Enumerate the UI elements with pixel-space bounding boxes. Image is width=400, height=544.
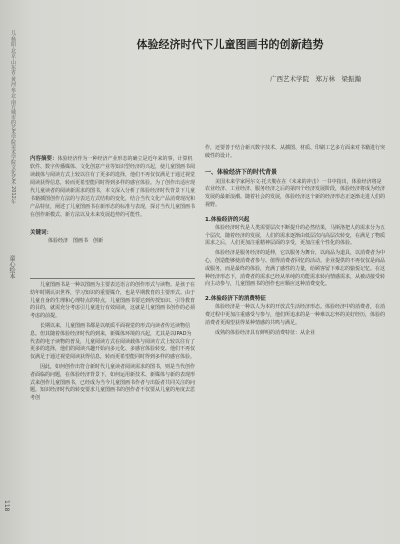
abstract [30, 155, 195, 219]
right-column [205, 145, 385, 339]
article-title: 体验经济时代下儿童图画书的创新趋势 [136, 38, 324, 51]
margin-header-strip: 儿·杨阳·北京·山东省·黄河·华北·南方城市的艺术学院美术学院文化艺术 2012年 [10, 30, 16, 204]
body-paragraph: 因此，如何创作出符合新时代儿童读者阅读需求的图书，则是当代创作者面临的问题，在体验经济背景下，如何运用新技术、新媒体与新的表现形式来创作儿童图画书，已经成为当今儿童图画书作者与出版者共同关注的问题。知识经济时代的转变要求儿童图画书的创作者不仅要从儿童的角度去思考创 [30, 363, 196, 402]
body-paragraph: 美国未来学家阿尔文·托夫勒在在《未来的冲击》一书中指出，体验经济将是农业经济、工业经济、服务经济之后的第四个经济发展阶段，体验经济将成为经济发展的最新浪潮。随着社会的发展，体验经济这个新的经济形态正逐渐走进人们的视野。 [205, 178, 386, 208]
body-paragraph: 体验经济时代是人类需要层次不断提升的必然结果，马斯洛把人的需求分为五个层次，随着经济的发展，人们的需求逐渐由低层次向高层次转变，在满足了物质需求之后，人们更加注重精神层面的享受，更加注重个性化的体验。 [205, 224, 386, 247]
body-paragraph: 长期以来，儿童图画书都是以纸质平面视觉的形式向读者传达读物信息。但其随着体验经济时代的到来，新媒体环境的兴起，尤其是以IPAD为代表的电子读物的普及，儿童阅读方式在阅读载体与阅读方式上较以往有了更多的选择，他们的阅读兴趣开始向多元化、多感官体验转变。他们不再仅仅满足于通过视觉阅读获得信息，转而更希望能同时得到多样的感官体验。 [30, 322, 196, 361]
section-heading: 一、体验经济下的时代背景 [205, 168, 278, 176]
body-paragraph: 儿童图画书是一种以图画为主要表达语言的创作形式与读物。是孩子在幼年时期认识世界，学习知识的重要媒介，也是早期教育的主要形式。由于儿童自身的生理和心理特点的特点，儿童图画书要达到传授知识、引导教育的目的，就需充分考虑引儿童进行有效阅读，这就是儿童图画书创作的必须考虑的前提。 [30, 282, 196, 320]
author-line: 广西艺术学院 郑万林 梁振瀚 [270, 75, 361, 83]
subsection-heading: 2.体验经济下的消费特征 [205, 296, 266, 303]
body-paragraph: 成熟的体验经济具有鲜明的消费特征：从企业 [215, 329, 316, 336]
subsection-heading: 1.体验经济的兴起 [205, 216, 250, 223]
body-paragraph: 体验经济是服务经济的延伸，它以服务为舞台，以商品为道具，以消费者为中心，创造能够使消费者参与、值得消费者回忆的活动。企业提供的不再仅仅是商品或服务，而是最终的体验，充满了感性的力量，给顾客留下难忘的愉悦记忆。在这种经济形态下，消费者的需求已经从单纯的功能需求转向情感需求，从被动接受转向主动参与，儿童图画书的创作也应顺应这种消费变化。 [205, 250, 386, 288]
abstract-label: 内容摘要： [30, 156, 58, 162]
abstract-text: 体验经济作为一种经济产业形态的确立是近年来的事，计算机软件、数字传播媒体、文化创意产业等知识型经济的兴起，使儿童图画书阅读载体与阅读方式上较以往有了更多的选择，他们不再仅仅满足于通过视觉阅读获得信息，转而更希望能同时得到多样的感官体验。为了创作出适应现代儿童读者的阅读新需求的图书，本文深入分析了体验经济时代背景下儿童书籍插图创作方法的与表达方式结构的变化，结合当代文化产品消费现况和产品特征，阐述了儿童图画书在新形态的标准与表现，探讨当代儿童图画书在创作新模式、新方法以及未来发展趋势的可能性。 [30, 156, 196, 218]
divider-rule [30, 278, 195, 279]
keywords-values: 体验经济 图画书 创新 [48, 238, 104, 244]
keywords-label: 关键词： [30, 230, 53, 236]
left-body [30, 282, 195, 405]
keywords-block [30, 229, 195, 245]
body-paragraph: 体验经济是一种以人为本的开放式生活经济形态。体验经济中的消费者，在消费过程中更加注重感受与参与，他们所追求的是一种难以忘怀的美好经历，体验的消费者更渴望获得某种情感的共鸣与满足。 [205, 304, 386, 326]
page-number: 118 [3, 500, 10, 512]
left-column [30, 155, 195, 245]
section-tag: 童心绘本 [8, 255, 15, 279]
body-paragraph: 作，还要善于结合新兴数字技术、从插图、材质、印刷工艺多方面来对书籍进行突破性的设计。 [205, 145, 386, 159]
